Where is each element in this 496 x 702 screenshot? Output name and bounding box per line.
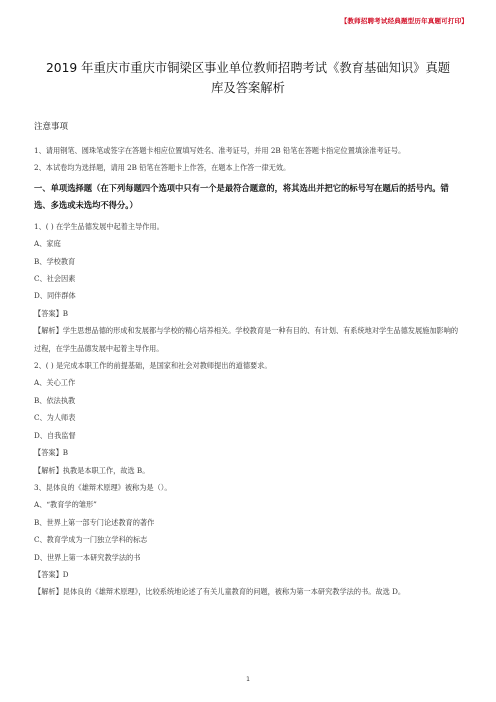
option: C、教育学成为一门独立学科的标志 xyxy=(34,535,148,545)
section-title: 一、单项选择题（在下列每题四个选项中只有一个是最符合题意的，将其选出并把它的标号写在题后的括号内。错选、多选或未选均不得分。） xyxy=(34,182,449,211)
question-2 xyxy=(34,357,464,479)
option: A、家庭 xyxy=(34,239,61,249)
question-stem: 3、昆体良的《雄辩术原理》被称为是（）。 xyxy=(34,482,172,492)
question-3 xyxy=(34,479,464,601)
question-stem: 1、( ) 在学生品德发展中起着主导作用。 xyxy=(34,221,164,231)
answer: 【答案】B xyxy=(34,448,69,458)
option: D、自我监督 xyxy=(34,430,76,440)
option: B、学校教育 xyxy=(34,256,76,266)
title-line-1: 2019 年重庆市重庆市铜梁区事业单位教师招聘考试《教育基础知识》真题 xyxy=(45,61,451,75)
question-stem: 2、( ) 是完成本职工作的前提基础，是国家和社会对教师提出的道德要求。 xyxy=(34,361,272,371)
analysis: 【解析】学生思想品德的形成和发展都与学校的精心培养相关。学校教育是一种有目的、有计划、有系统地对学生品德发展施加影响的过程，在学生品德发展中起着主导作用。 xyxy=(34,326,459,353)
notice-item-2: 2、本试卷均为选择题，请用 2B 铅笔在答题卡上作答，在题本上作答一律无效。 xyxy=(34,163,291,173)
option: B、世界上第一部专门论述教育的著作 xyxy=(34,517,155,527)
title-line-2: 库及答案解析 xyxy=(211,81,285,95)
option: D、世界上第一本研究教学法的书 xyxy=(34,552,141,562)
page-number: 1 xyxy=(246,676,250,683)
notice-heading: 注意事项 xyxy=(34,122,69,132)
document-title xyxy=(36,58,460,98)
analysis: 【解析】执教是本职工作，故选 B。 xyxy=(34,465,150,475)
question-1 xyxy=(34,218,464,357)
option: A、“教育学的雏形” xyxy=(34,500,97,510)
option: D、同伴群体 xyxy=(34,291,76,301)
notice-item-1: 1、请用钢笔、圆珠笔或签字在答题卡相应位置填写姓名、准考证号，并用 2B 铅笔在答题卡指定位置填涂准考证号。 xyxy=(34,146,406,155)
option: C、为人师表 xyxy=(34,413,76,423)
option: C、社会因素 xyxy=(34,274,76,284)
answer: 【答案】D xyxy=(34,569,69,579)
option: B、依法执教 xyxy=(34,395,76,405)
analysis: 【解析】昆体良的《雄辩术原理》，比较系统地论述了有关儿童教育的问题，被称为第一本研究教学法的书。故选 D。 xyxy=(34,587,406,597)
answer: 【答案】B xyxy=(34,308,69,318)
header-banner: 【教师招聘考试经典题型历年真题可打印】 xyxy=(340,17,468,25)
option: A、关心工作 xyxy=(34,378,76,388)
document-body xyxy=(34,121,464,601)
